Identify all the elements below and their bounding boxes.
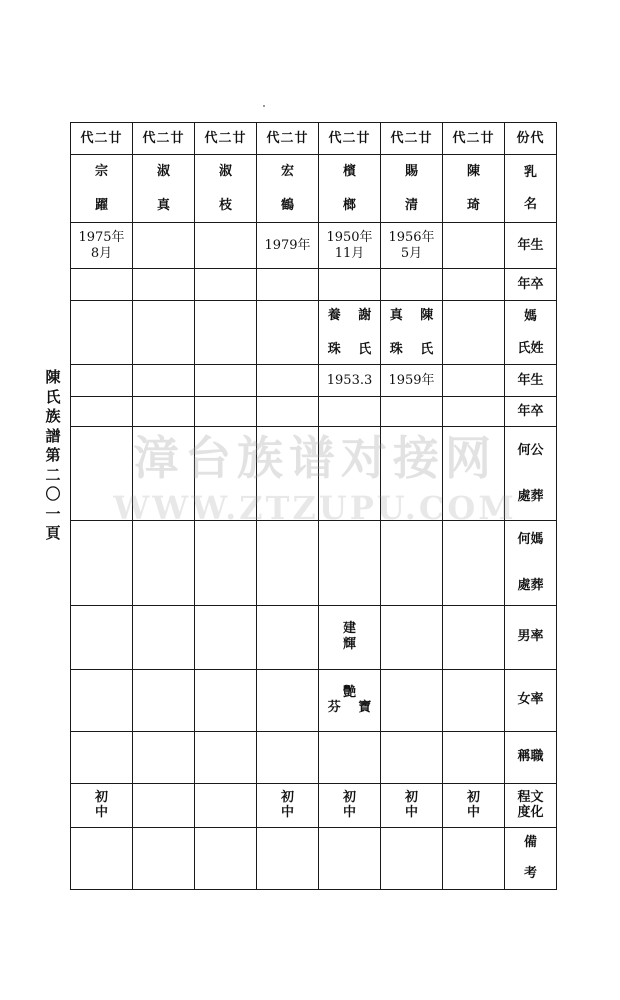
- genealogy-table: [70, 122, 557, 890]
- side-title-char: 一: [45, 504, 61, 523]
- name-cell: 檳 榔: [319, 155, 381, 223]
- row-label-generation: 份代: [505, 123, 557, 155]
- spouse-row: [71, 301, 557, 365]
- side-title-char: 頁: [45, 524, 61, 542]
- generation-header: 代二廿: [381, 123, 443, 155]
- remarks-row: [71, 827, 557, 889]
- page-side-title: [42, 368, 64, 544]
- generation-header: 代二廿: [195, 123, 257, 155]
- spouse-birth-cell: 1953.3: [319, 365, 381, 397]
- row-label-mother-burial: 何媽 處葬: [505, 521, 557, 605]
- row-label-name: 乳 名: [505, 155, 557, 223]
- sons-cell: 建 輝: [319, 605, 381, 669]
- side-title-char: 第: [45, 446, 61, 464]
- death-row: [71, 269, 557, 301]
- generation-header: 代二廿: [71, 123, 133, 155]
- birth-cell: 1975年 8月: [71, 223, 133, 269]
- row-label-daughters: 女率: [505, 669, 557, 731]
- watermark-en: WWW.ZTZUPU.COM: [113, 489, 517, 527]
- daughters-cell: 艷 芬 寶: [319, 669, 381, 731]
- education-row: [71, 783, 557, 827]
- education-cell: 初 中: [381, 783, 443, 827]
- name-cell: 宗 躍: [71, 155, 133, 223]
- generation-header: 代二廿: [319, 123, 381, 155]
- generation-header: 代二廿: [443, 123, 505, 155]
- occupation-row: [71, 731, 557, 783]
- row-label-education: 程文 度化: [505, 783, 557, 827]
- row-label-spouse: 媽 氏姓: [505, 301, 557, 365]
- watermark-cn: 漳台族谱对接网: [133, 431, 497, 485]
- education-cell: 初 中: [443, 783, 505, 827]
- side-title-char: 譜: [45, 426, 61, 445]
- spouse-cell: 真 陳 珠 氏: [381, 301, 443, 365]
- name-cell: 淑 真: [133, 155, 195, 223]
- row-label-spouse-death: 年卒: [505, 397, 557, 427]
- name-cell: 賜 清: [381, 155, 443, 223]
- side-title-char: 〇: [45, 485, 61, 503]
- name-cell: 宏 鶴: [257, 155, 319, 223]
- spouse-birth-cell: 1959年: [381, 365, 443, 397]
- generation-header: 代二廿: [257, 123, 319, 155]
- row-label-sons: 男率: [505, 605, 557, 669]
- name-cell: 陳 琦: [443, 155, 505, 223]
- header-row: [71, 123, 557, 155]
- side-title-char: 陳: [45, 368, 61, 386]
- education-cell: 初 中: [257, 783, 319, 827]
- father-burial-row: [71, 427, 557, 521]
- spouse-birth-row: [71, 365, 557, 397]
- mother-burial-row: [71, 521, 557, 605]
- birth-cell: 1979年: [257, 223, 319, 269]
- name-row: [71, 155, 557, 223]
- education-cell: 初 中: [319, 783, 381, 827]
- scan-speck: [263, 105, 265, 107]
- side-title-char: 族: [45, 407, 61, 425]
- birth-row: [71, 223, 557, 269]
- birth-cell: 1956年 5月: [381, 223, 443, 269]
- row-label-death: 年卒: [505, 269, 557, 301]
- generation-header: 代二廿: [133, 123, 195, 155]
- row-label-father-burial: 何公 處葬: [505, 427, 557, 521]
- daughters-row: [71, 669, 557, 731]
- spouse-cell: 養 謝 珠 氏: [319, 301, 381, 365]
- birth-cell: [195, 223, 257, 269]
- side-title-char: 二: [45, 465, 61, 484]
- row-label-occupation: 稱職: [505, 731, 557, 783]
- row-label-remarks: 備 考: [505, 827, 557, 889]
- education-cell: 初 中: [71, 783, 133, 827]
- birth-cell: 1950年 11月: [319, 223, 381, 269]
- row-label-spouse-birth: 年生: [505, 365, 557, 397]
- sons-row: [71, 605, 557, 669]
- birth-cell: [443, 223, 505, 269]
- row-label-birth: 年生: [505, 223, 557, 269]
- birth-cell: [133, 223, 195, 269]
- name-cell: 淑 枝: [195, 155, 257, 223]
- side-title-char: 氏: [45, 387, 61, 406]
- spouse-death-row: [71, 397, 557, 427]
